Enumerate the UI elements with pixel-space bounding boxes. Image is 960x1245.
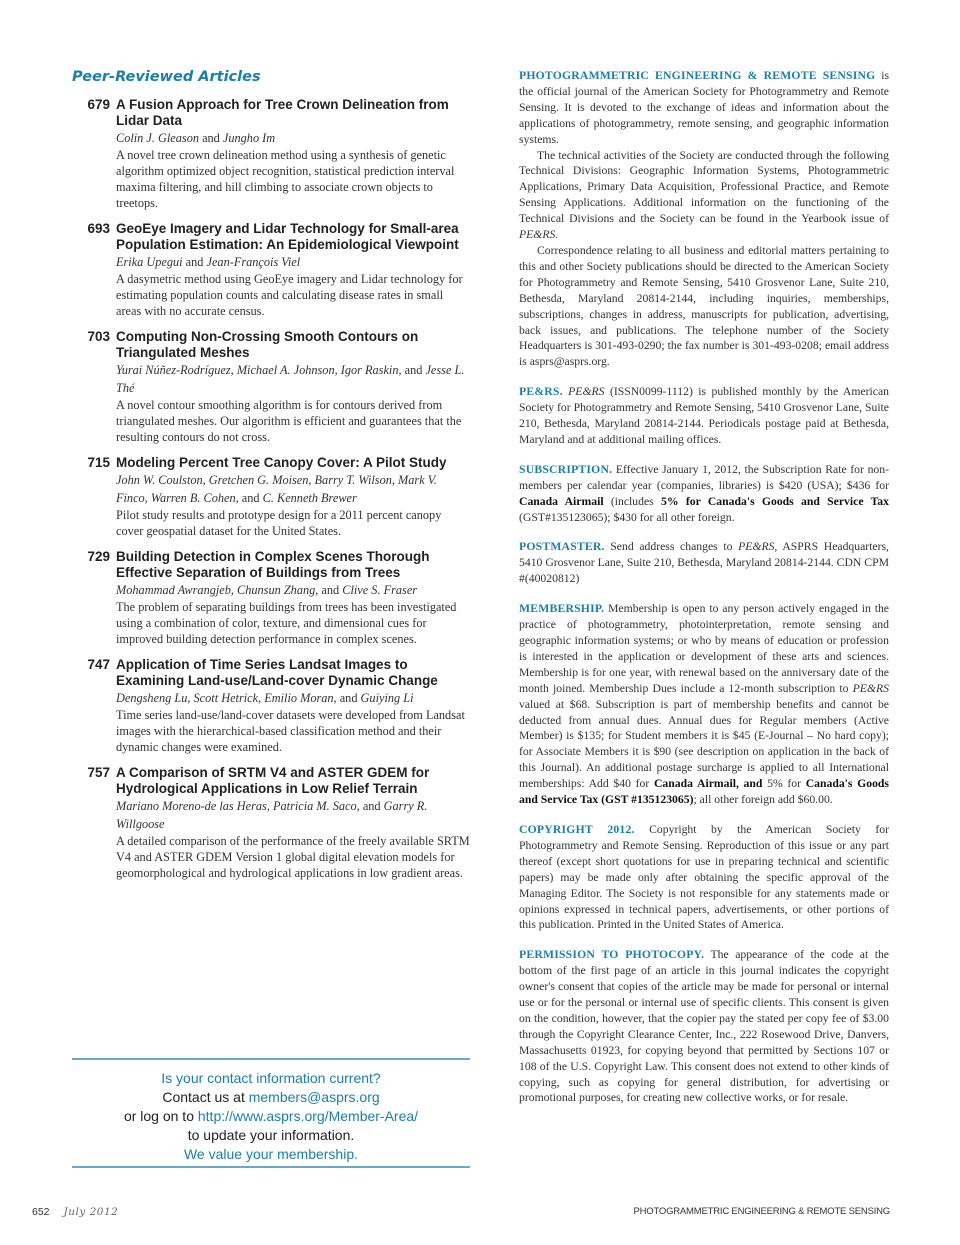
article-entry: [72, 329, 470, 445]
pers-heading: PE&RS.: [519, 385, 563, 399]
notice-url-prefix: or log on to: [123, 1108, 198, 1124]
section-title: Peer-Reviewed Articles: [72, 69, 261, 85]
author-names: Guiying Li: [360, 691, 414, 705]
membership-text-2: valued at $68. Subscription is part of membership benefits and cannot be deducted from annual dues. Annual dues for Regular members (Active Member) is $135; for Student members it is $45 (E-Journal – No hard copy); for Associate Members it is $90 (see description on application in the back of this Journal). An additional postage surcharge is applied to all International memberships: Add $40 for: [519, 697, 889, 791]
author-names: Yurai Núñez-Rodríguez, Michael A. Johnson, Igor Raskin,: [116, 363, 402, 377]
membership-block: [519, 601, 889, 808]
notice-contact-line: [72, 1088, 470, 1107]
author-connector: and: [336, 691, 361, 705]
articles-column: [72, 66, 470, 891]
notice-contact-prefix: Contact us at: [162, 1089, 249, 1105]
pers-em: PE&RS: [568, 385, 605, 399]
postmaster-text-1: Send address changes to: [604, 540, 739, 554]
membership-text-3: 5% for: [762, 777, 806, 791]
membership-heading: MEMBERSHIP.: [519, 602, 605, 616]
article-body: [116, 657, 470, 755]
postmaster-block: [519, 539, 889, 587]
email-link[interactable]: members@asprs.org: [248, 1089, 380, 1105]
article-title: Application of Time Series Landsat Images to Examining Land-use/Land-cover Dynamic Change: [116, 657, 438, 688]
article-authors: [116, 797, 470, 833]
copyright-block: [519, 822, 889, 933]
contact-notice-box: [72, 1058, 470, 1168]
permission-heading: PERMISSION TO PHOTOCOPY.: [519, 948, 705, 962]
postmaster-text-2: ASPRS Headquarters, 5410 Grosvenor Lane, Suite 210, Bethesda, Maryland 20814-2144. CDN CPM #(40020812): [519, 540, 889, 586]
article-entry: [72, 97, 470, 211]
article-page-number: 679: [87, 97, 110, 112]
postmaster-em: PE&RS,: [738, 540, 778, 554]
article-page-number: 757: [87, 765, 110, 780]
member-area-link[interactable]: http://www.asprs.org/Member-Area/: [197, 1108, 419, 1124]
author-names: Colin J. Gleason: [116, 131, 199, 145]
postmaster-heading: POSTMASTER.: [519, 540, 605, 554]
copyright-heading: COPYRIGHT 2012.: [519, 822, 635, 836]
article-authors: [116, 581, 470, 599]
footer-left: [32, 1206, 118, 1218]
author-names: Mohammad Awrangjeb, Chunsun Zhang,: [116, 583, 319, 597]
article-body: [116, 765, 470, 881]
subscription-text-1: Effective January 1, 2012, the Subscription Rate for non-members per calendar year (companies, libraries) is $420 (USA); $436 for: [519, 462, 889, 492]
article-title: Modeling Percent Tree Canopy Cover: A Pilot Study: [116, 455, 447, 470]
page-number: 652: [32, 1206, 50, 1218]
article-abstract: Pilot study results and prototype design for a 2011 percent canopy cover geospatial dataset for the United States.: [116, 508, 442, 538]
tech-text: The technical activities of the Society are conducted through the following Technical Divisions: Geographic Information Systems, Photogrammetric Applications, Primary Data Acquisition, Professional Practice, and Remote Sensing Applications. Additional information on the functioning of the Technical Divisions and the Society can be found in the Yearbook issue of: [519, 148, 889, 226]
membership-text-4: ; all other foreign add $60.00.: [693, 793, 833, 807]
article-body: [116, 549, 470, 647]
author-names: Jungho Im: [222, 131, 276, 145]
article-title: GeoEye Imagery and Lidar Technology for Small-area Population Estimation: An Epidemiological Viewpoint: [116, 221, 459, 252]
footer-journal-name: PHOTOGRAMMETRIC ENGINEERING & REMOTE SENSING: [633, 1206, 890, 1217]
tech-paragraph: [519, 148, 889, 243]
article-title: Building Detection in Complex Scenes Thorough Effective Separation of Buildings from Trees: [116, 549, 430, 580]
article-body: [116, 455, 470, 539]
author-names: Erika Upegui: [116, 255, 183, 269]
issue-date: July 2012: [63, 1206, 119, 1218]
correspondence-paragraph: Correspondence relating to all business and editorial matters pertaining to this and other Society publications should be directed to the American Society for Photogrammetry and Remote Sensing, 5410 Grosvenor Lane, Suite 210, Bethesda, Maryland 20814-2144, including inquiries, memberships, subscriptions, changes in address, manuscripts for publication, advertising, back issues, and publications. The telephone number of the Society Headquarters is 301-493-0290; the fax number is 301-493-0208; email address is asprs@asprs.org.: [519, 243, 889, 369]
article-body: [116, 329, 470, 445]
article-authors: [116, 689, 470, 707]
pers-text: (ISSN0099-1112) is published monthly by the American Society for Photogrammetry and Remote Sensing, 5410 Grosvenor Lane, Suite 210, Bethesda, Maryland 20814-2144. Periodicals postage paid at Bethesda, Maryland and at additional mailing offices.: [519, 385, 890, 446]
article-authors: [116, 253, 470, 271]
article-page-number: 747: [87, 657, 110, 672]
membership-em: PE&RS: [852, 681, 889, 695]
article-list: [72, 97, 470, 881]
article-body: [116, 97, 470, 211]
journal-info-column: [519, 68, 889, 1120]
article-abstract: A novel tree crown delineation method using a synthesis of genetic algorithm optimized object recognition, statistical prediction interval maxima filtering, and hill climbing to associate crown objects to treetops.: [116, 148, 455, 210]
article-page-number: 729: [87, 549, 110, 564]
article-entry: [72, 765, 470, 881]
article-abstract: Time series land-use/land-cover datasets were developed from Landsat images with the hierarchical-based classification method and their dynamic changes were examined.: [116, 708, 465, 754]
article-abstract: The problem of separating buildings from trees has been investigated using a combination of color, texture, and dimensional cues for improved building detection performance in complex scenes.: [116, 600, 457, 646]
article-authors: [116, 361, 470, 397]
subscription-strong-2: 5% for Canada's Goods and Service Tax: [661, 494, 889, 508]
article-page-number: 715: [87, 455, 110, 470]
article-title: Computing Non-Crossing Smooth Contours on Triangulated Meshes: [116, 329, 419, 360]
article-abstract: A detailed comparison of the performance of the freely available SRTM V4 and ASTER GDEM Version 1 global digital elevation models for geomorphological and hydrological applications in low gradient areas.: [116, 834, 470, 880]
subscription-heading: SUBSCRIPTION.: [519, 462, 613, 476]
subscription-text-2: (includes: [603, 494, 662, 508]
author-names: John W. Coulston, Gretchen G. Moisen, Barry T. Wilson, Mark V. Finco, Warren B. Cohen,: [116, 473, 437, 505]
author-names: Dengsheng Lu, Scott Hetrick, Emilio Moran,: [116, 691, 337, 705]
article-authors: [116, 129, 470, 147]
author-names: Jean-François Viel: [206, 255, 301, 269]
article-page-number: 703: [87, 329, 110, 344]
article-body: [116, 221, 470, 319]
author-names: Mariano Moreno-de las Heras, Patricia M. Saco,: [116, 799, 360, 813]
notice-update-line: to update your information.: [187, 1127, 355, 1143]
subscription-text-3: (GST#135123065); $430 for all other foreign.: [519, 510, 735, 524]
notice-value-line: We value your membership.: [183, 1146, 359, 1162]
author-connector: and: [238, 491, 263, 505]
article-page-number: 693: [87, 221, 110, 236]
author-connector: and: [182, 255, 207, 269]
article-entry: [72, 455, 470, 539]
author-names: Garry R. Willgoose: [116, 799, 428, 831]
pers-block: [519, 384, 889, 448]
notice-question: Is your contact information current?: [161, 1070, 381, 1086]
intro-text: is the official journal of the American Society for Photogrammetry and Remote Sensing. It is devoted to the exchange of ideas and information about the applications of photogrammetry, remote sensing, and geographic information systems.: [519, 69, 890, 146]
tech-em: PE&RS.: [519, 228, 559, 242]
copyright-text: Copyright by the American Society for Photogrammetry and Remote Sensing. Reproduction of this issue or any part thereof (except short quotations for use in preparing technical and scientific papers) may be made only after obtaining the specific approval of the Managing Editor. The Society is not responsible for any statements made or opinions expressed in technical papers, advertisements, or other portions of this publication. Printed in the United States of America.: [519, 822, 889, 932]
article-entry: [72, 657, 470, 755]
membership-strong-2: Canada's Goods and Service Tax (GST #135123065): [519, 777, 889, 807]
author-names: Clive S. Fraser: [342, 583, 418, 597]
author-names: Jesse L. Thé: [116, 363, 465, 395]
intro-heading: PHOTOGRAMMETRIC ENGINEERING & REMOTE SENSING: [519, 69, 876, 82]
article-entry: [72, 549, 470, 647]
journal-intro-block: [519, 68, 889, 370]
subscription-block: [519, 462, 889, 526]
article-entry: [72, 221, 470, 319]
author-connector: and: [359, 799, 384, 813]
author-names: C. Kenneth Brewer: [262, 491, 357, 505]
permission-block: [519, 947, 889, 1106]
permission-text: The appearance of the code at the bottom of the first page of an article in this journal indicates the copyright owner's consent that copies of the article may be made for personal or internal use or for the personal or internal use of specific clients. This consent is given on the condition, however, that the copier pay the stated per copy fee of $3.00 through the Copyright Clearance Center, Inc., 222 Rosewood Drive, Danvers, Massachusetts 01923, for copying beyond that permitted by Sections 107 or 108 of the U.S. Copyright Law. This consent does not extend to other kinds of copying, such as copying for general distribution, for advertising or promotional purposes, for creating new collective works, or for resale.: [519, 948, 889, 1105]
author-connector: and: [401, 363, 426, 377]
article-abstract: A novel contour smoothing algorithm is for contours derived from triangulated meshes. Our algorithm is efficient and guarantees that the resulting contours do not cross.: [116, 398, 462, 444]
intro-paragraph: [519, 68, 889, 148]
author-connector: and: [318, 583, 343, 597]
notice-url-line: [72, 1107, 470, 1126]
membership-strong-1: Canada Airmail, and: [653, 777, 763, 791]
article-abstract: A dasymetric method using GeoEye imagery and Lidar technology for estimating population counts and calculating disease rates in small areas with no accurate census.: [116, 272, 463, 318]
author-connector: and: [199, 131, 223, 145]
subscription-strong-1: Canada Airmail: [519, 494, 604, 508]
article-authors: [116, 471, 470, 507]
membership-text-1: Membership is open to any person actively engaged in the practice of photogrammetry, photointerpretation, remote sensing and geographic information systems; or who by means of education or profession is interested in the application or development of these arts and sciences. Membership is for one year, with renewal based on the anniversary date of the month joined. Membership Dues include a 12-month subscription to: [519, 602, 889, 695]
article-title: A Fusion Approach for Tree Crown Delineation from Lidar Data: [116, 97, 449, 128]
article-title: A Comparison of SRTM V4 and ASTER GDEM for Hydrological Applications in Low Relief Terrain: [116, 765, 430, 796]
